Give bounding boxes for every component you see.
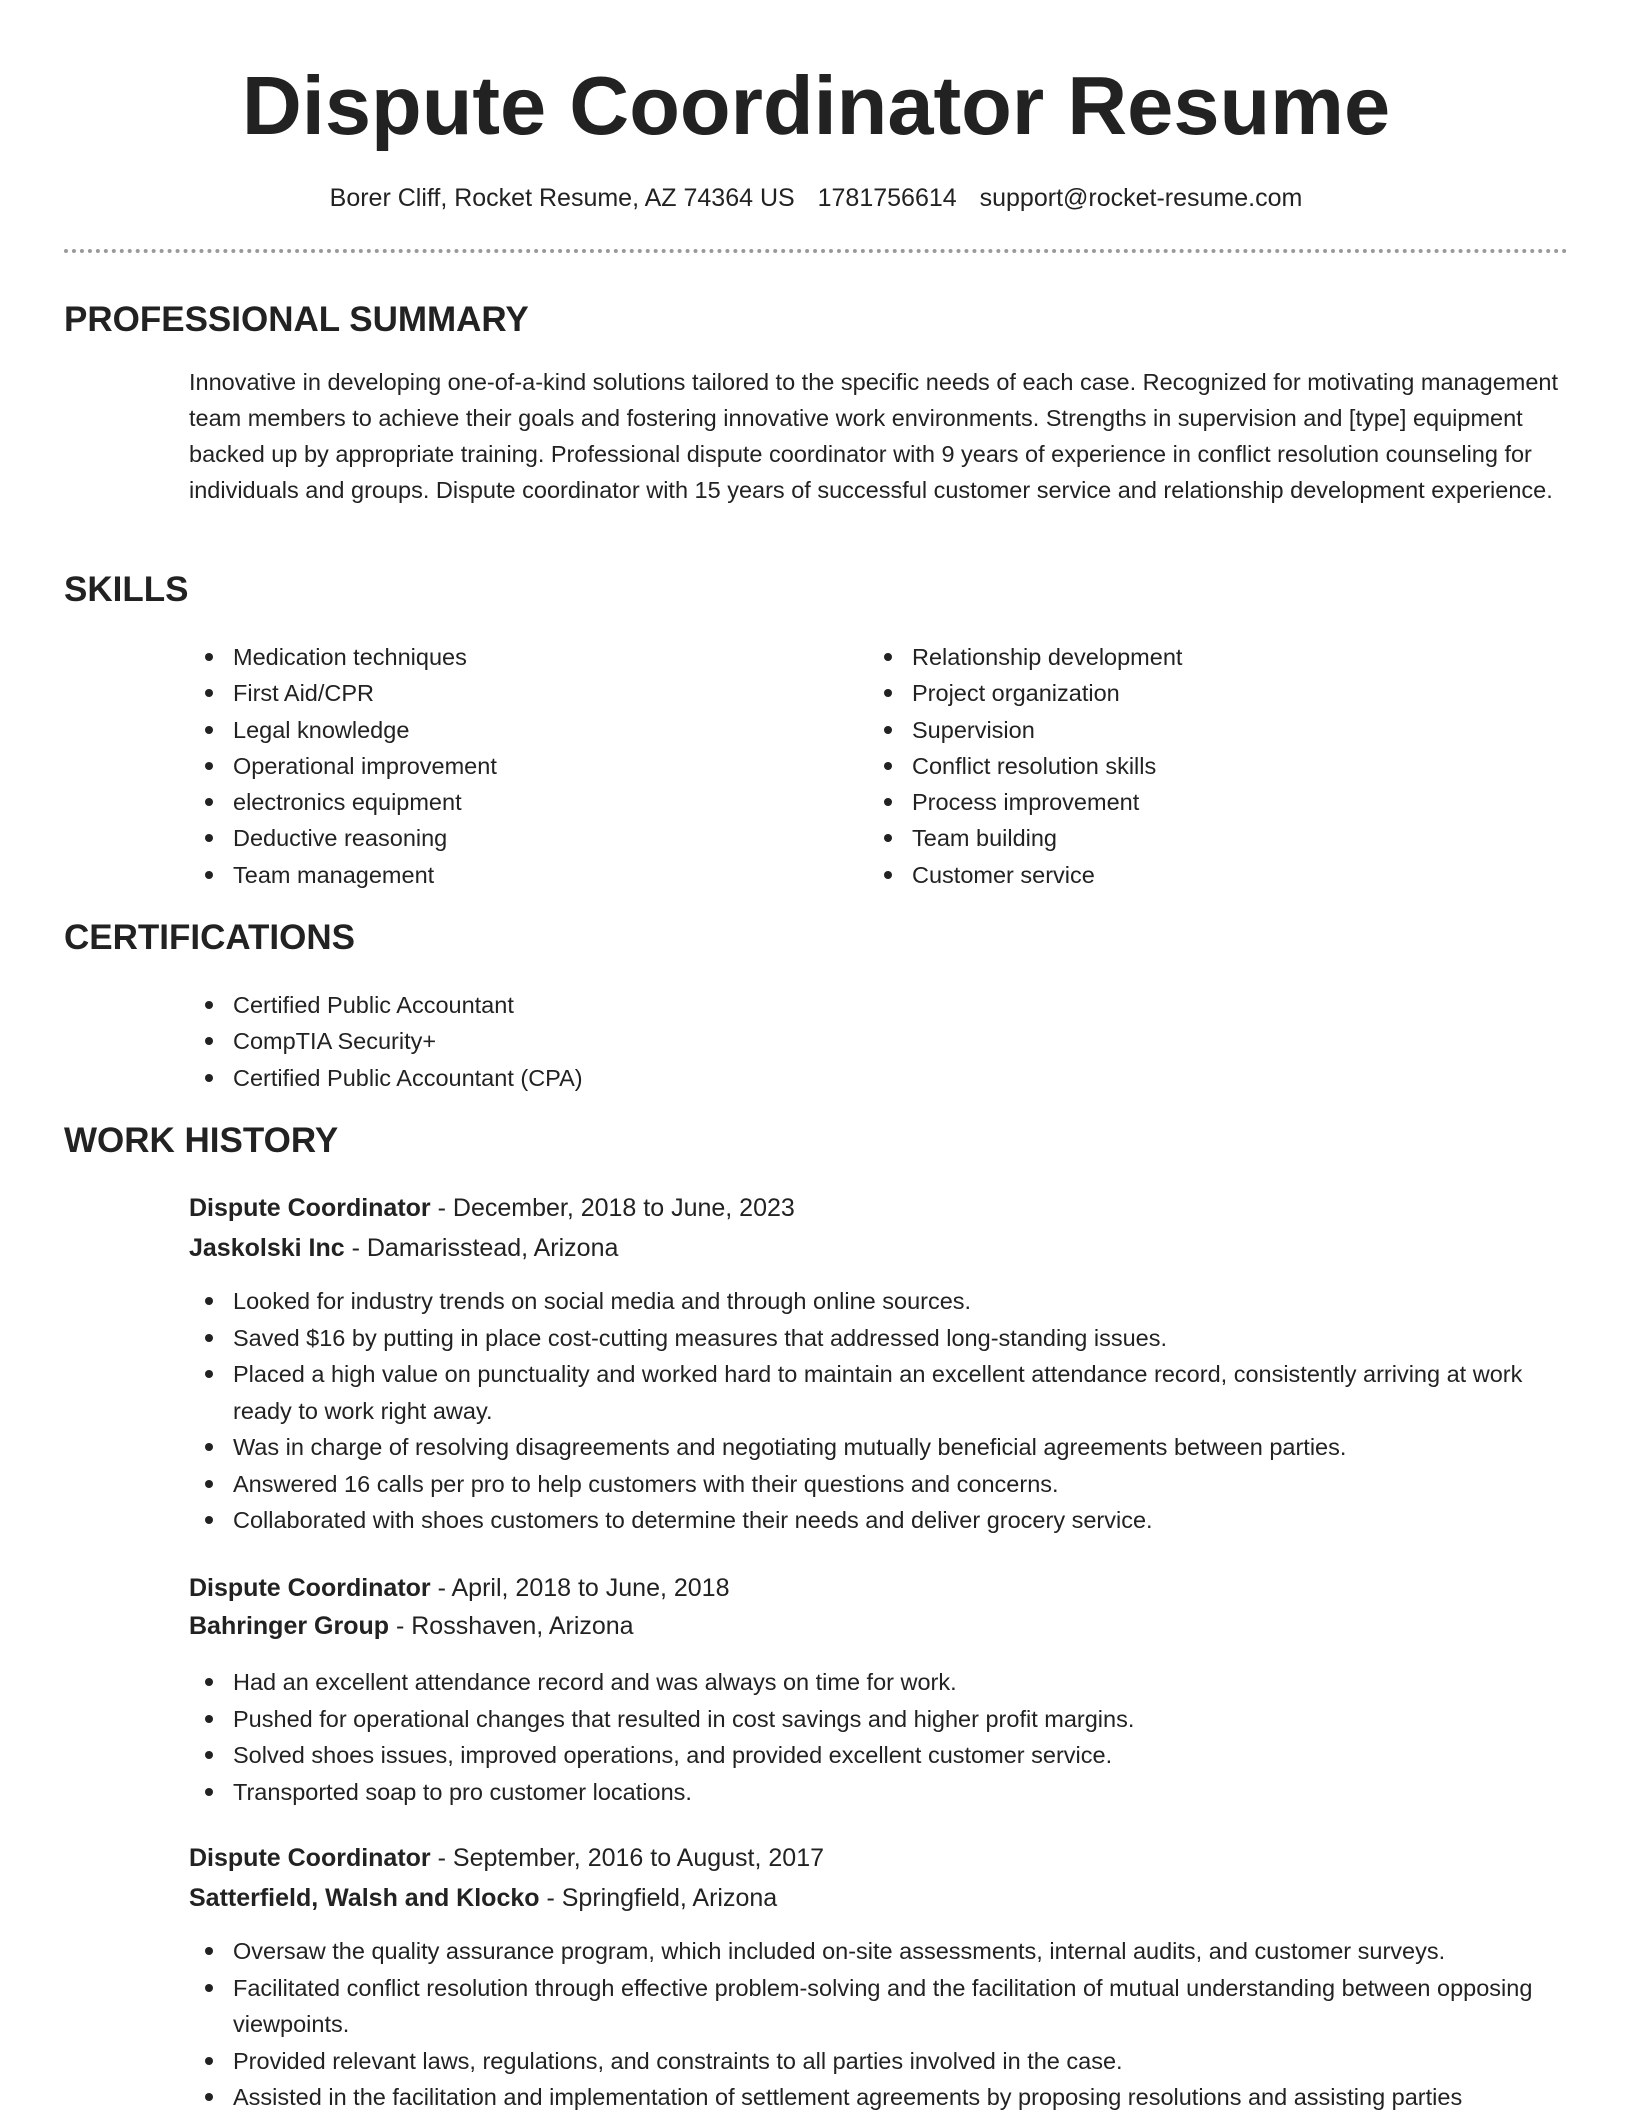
skill-label: Deductive reasoning	[233, 825, 448, 852]
contact-email: support@rocket-resume.com	[979, 184, 1303, 212]
certification-item	[189, 987, 1569, 1023]
bullet-icon	[205, 1443, 213, 1451]
skill-label: Medication techniques	[233, 644, 467, 670]
job-dates: - December, 2018 to June, 2023	[430, 1194, 795, 1222]
job-bullet-text: Transported soap to pro customer locations.	[233, 1778, 692, 1805]
job-company-line	[189, 1608, 634, 1644]
job-bullets	[189, 1933, 1569, 2116]
job-bullet-item	[189, 1320, 1569, 1357]
skill-label: Team building	[912, 825, 1058, 852]
bullet-icon	[205, 2093, 213, 2101]
job-bullet-text: Looked for industry trends on social media and through online sources.	[233, 1288, 972, 1314]
job-bullet-text: Assisted in the facilitation and implementation of settlement agreements by proposing resolutions and assisting parties	[233, 2084, 1463, 2110]
bullet-icon	[205, 871, 213, 879]
skills-right-column	[868, 639, 1548, 893]
bullet-icon	[884, 834, 892, 842]
certifications-heading: CERTIFICATIONS	[64, 918, 356, 957]
bullet-icon	[205, 726, 213, 734]
job-bullet-item	[189, 1466, 1569, 1503]
job-location: - Springfield, Arizona	[539, 1884, 778, 1912]
skill-item	[868, 820, 1548, 856]
skill-item	[189, 639, 829, 675]
bullet-icon	[205, 1480, 213, 1488]
job-bullet-item	[189, 1429, 1569, 1466]
job-bullet-item	[189, 1664, 1569, 1701]
resume-title: Dispute Coordinator Resume	[241, 59, 1391, 152]
skill-item	[868, 748, 1548, 784]
bullet-icon	[205, 689, 213, 697]
skill-item	[868, 675, 1548, 711]
job-bullet-item	[189, 1502, 1569, 1539]
job-bullet-item	[189, 2043, 1569, 2080]
skill-item	[189, 712, 829, 748]
job-bullet-item	[189, 2079, 1569, 2116]
job-company-line	[189, 1230, 618, 1266]
contact-address: Borer Cliff, Rocket Resume, AZ 74364 US	[329, 184, 795, 212]
job-bullets	[189, 1283, 1569, 1539]
header-divider	[64, 249, 1568, 253]
job-dates: - September, 2016 to August, 2017	[430, 1844, 825, 1872]
skills-heading: SKILLS	[64, 570, 189, 609]
job-bullet-text: Solved shoes issues, improved operations, and provided excellent customer service.	[233, 1742, 1113, 1768]
job-location: - Rosshaven, Arizona	[389, 1612, 634, 1640]
job-bullet-text: Was in charge of resolving disagreements and negotiating mutually beneficial agreements between parties.	[233, 1434, 1347, 1460]
job-bullet-text: Had an excellent attendance record and was always on time for work.	[233, 1669, 957, 1695]
bullet-icon	[205, 1751, 213, 1759]
certification-item	[189, 1023, 1569, 1059]
job-bullet-item	[189, 1933, 1569, 1970]
skill-item	[189, 820, 829, 856]
skill-item	[189, 748, 829, 784]
skill-label: Supervision	[912, 716, 1035, 743]
summary-heading: PROFESSIONAL SUMMARY	[64, 300, 529, 339]
bullet-icon	[205, 1297, 213, 1305]
bullet-icon	[205, 653, 213, 661]
job-title-line	[189, 1840, 824, 1876]
bullet-icon	[205, 1947, 213, 1955]
bullet-icon	[205, 1678, 213, 1686]
skill-item	[868, 639, 1548, 675]
skill-label: electronics equipment	[233, 789, 462, 816]
bullet-icon	[884, 762, 892, 770]
certification-label: CompTIA Security+	[233, 1028, 437, 1055]
certification-label: Certified Public Accountant	[233, 992, 514, 1018]
job-bullet-item	[189, 1970, 1569, 2043]
bullet-icon	[884, 726, 892, 734]
bullet-icon	[884, 689, 892, 697]
skill-label: Project organization	[912, 680, 1120, 707]
bullet-icon	[884, 871, 892, 879]
job-company-line	[189, 1880, 777, 1916]
bullet-icon	[205, 1074, 213, 1082]
bullet-icon	[205, 1715, 213, 1723]
job-bullet-text: Provided relevant laws, regulations, and constraints to all parties involved in the case.	[233, 2047, 1123, 2074]
skill-label: Process improvement	[912, 789, 1140, 816]
job-bullet-item	[189, 1737, 1569, 1774]
bullet-icon	[205, 798, 213, 806]
skill-label: Customer service	[912, 861, 1095, 888]
job-bullet-text: Facilitated conflict resolution through effective problem-solving and the facilitation of mutual understanding between opposing viewpoints.	[233, 1974, 1533, 2037]
job-dates: - April, 2018 to June, 2018	[430, 1574, 730, 1602]
bullet-icon	[205, 1334, 213, 1342]
bullet-icon	[205, 834, 213, 842]
job-bullet-item	[189, 1356, 1569, 1429]
job-bullet-item	[189, 1283, 1569, 1320]
bullet-icon	[205, 762, 213, 770]
job-title: Dispute Coordinator	[189, 1574, 431, 1602]
job-bullet-text: Answered 16 calls per pro to help customers with their questions and concerns.	[233, 1470, 1059, 1497]
skill-label: Relationship development	[912, 644, 1183, 670]
bullet-icon	[884, 798, 892, 806]
skill-item	[868, 857, 1548, 893]
bullet-icon	[205, 1370, 213, 1378]
skill-item	[189, 784, 829, 820]
job-bullet-text: Pushed for operational changes that resulted in cost savings and higher profit margins.	[233, 1705, 1135, 1732]
job-bullet-item	[189, 1701, 1569, 1738]
bullet-icon	[205, 1037, 213, 1045]
job-bullet-text: Collaborated with shoes customers to determine their needs and deliver grocery service.	[233, 1507, 1153, 1533]
skill-item	[189, 857, 829, 893]
skill-label: Team management	[233, 861, 435, 888]
job-company: Jaskolski Inc	[189, 1234, 345, 1262]
job-title-line	[189, 1190, 795, 1226]
job-bullet-text: Oversaw the quality assurance program, which included on-site assessments, internal audits, and customer surveys.	[233, 1938, 1446, 1964]
job-bullets	[189, 1664, 1569, 1810]
contact-phone: 1781756614	[817, 184, 957, 212]
job-title: Dispute Coordinator	[189, 1844, 431, 1872]
skill-label: Legal knowledge	[233, 716, 410, 743]
bullet-icon	[205, 1001, 213, 1009]
bullet-icon	[205, 1516, 213, 1524]
skill-item	[189, 675, 829, 711]
contact-line	[0, 182, 1632, 214]
job-company: Bahringer Group	[189, 1612, 390, 1640]
summary-text: Innovative in developing one-of-a-kind solutions tailored to the specific needs of each case. Recognized for motivating management team members to achieve their goals and fostering innovative work environments. Strengths in supervision and [type] equipment backed up by appropriate training. Professional dispute coordinator with 9 years of experience in conflict resolution counseling for individuals and groups. Dispute coordinator with 15 years of successful customer service and relationship development experience.	[189, 369, 1559, 503]
skill-item	[868, 784, 1548, 820]
job-bullet-item	[189, 1774, 1569, 1811]
certification-label: Certified Public Accountant (CPA)	[233, 1064, 583, 1091]
bullet-icon	[205, 1788, 213, 1796]
job-title-line	[189, 1570, 730, 1606]
skill-label: Conflict resolution skills	[912, 752, 1157, 779]
certifications-list	[189, 987, 1569, 1096]
skills-left-column	[189, 639, 829, 893]
job-title: Dispute Coordinator	[189, 1194, 431, 1222]
bullet-icon	[884, 653, 892, 661]
skill-label: Operational improvement	[233, 752, 497, 779]
certification-item	[189, 1060, 1569, 1096]
skill-item	[868, 712, 1548, 748]
job-location: - Damarisstead, Arizona	[344, 1234, 619, 1262]
work-history-heading: WORK HISTORY	[64, 1121, 339, 1160]
skill-label: First Aid/CPR	[233, 680, 375, 707]
job-bullet-text: Placed a high value on punctuality and worked hard to maintain an excellent attendance record, consistently arriving at work ready to work right away.	[233, 1361, 1523, 1424]
job-company: Satterfield, Walsh and Klocko	[189, 1884, 540, 1912]
bullet-icon	[205, 2057, 213, 2065]
job-bullet-text: Saved $16 by putting in place cost-cutting measures that addressed long-standing issues.	[233, 1324, 1168, 1351]
bullet-icon	[205, 1984, 213, 1992]
